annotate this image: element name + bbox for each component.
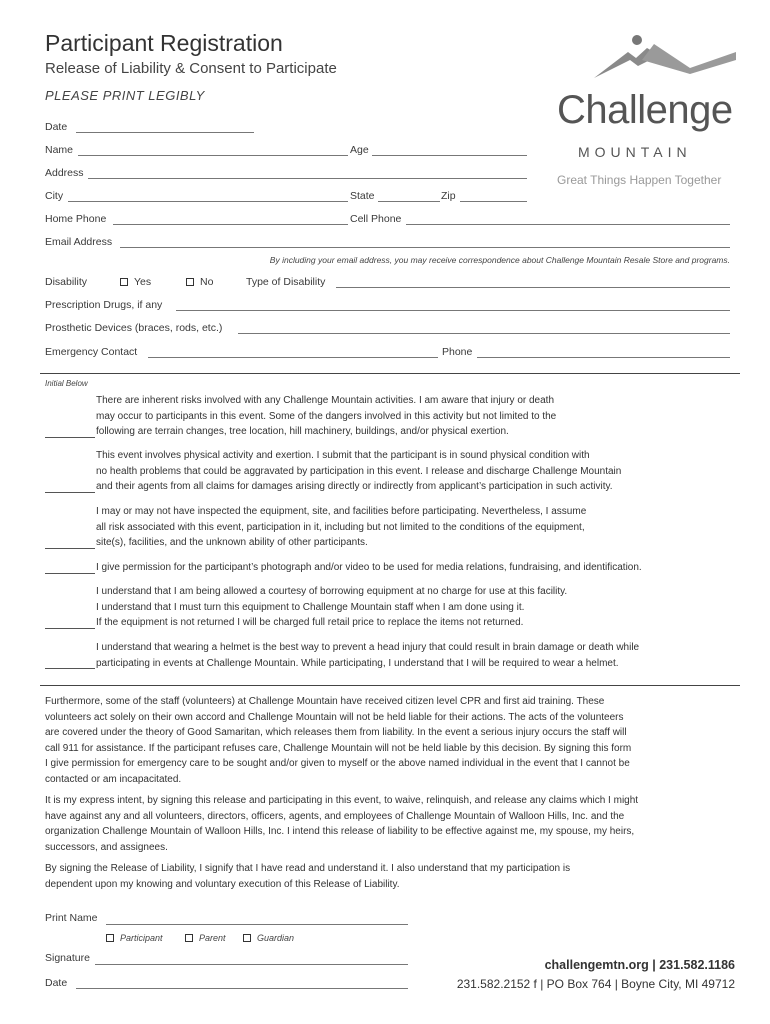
state-field[interactable] (378, 201, 440, 202)
age-label: Age (350, 144, 369, 156)
disability-label: Disability (45, 276, 88, 288)
city-field[interactable] (68, 201, 348, 202)
logo-wordmark: Challenge (557, 88, 733, 132)
address-label: Address (45, 167, 84, 179)
initial-field-4[interactable] (45, 573, 95, 574)
divider (40, 685, 740, 686)
zip-label: Zip (441, 190, 456, 202)
print-name-label: Print Name (45, 912, 98, 924)
initial-paragraph-4: I give permission for the participant’s photograph and/or video to be used for media relations, fundraising, and identification. (96, 562, 642, 573)
cell-phone-field[interactable] (406, 224, 730, 225)
initial-paragraph-2: This event involves physical activity and exertion. I submit that the participant is in sound physical condition with no health problems that could be aggravated by participation in this event. I release and discharge Challenge Mountain and their agents from all claims for damages arising directly or indirectly from applicant’s participation in such activity. (96, 450, 622, 492)
prescription-label: Prescription Drugs, if any (45, 299, 163, 311)
initial-paragraph-5: I understand that I am being allowed a courtesy of borrowing equipment at no charge for use at this facility. I understand that I must turn this equipment to Challenge Mountain staff when I am done using it. If the equipment is not returned I will be charged full retail price to replace the items not returned. (96, 586, 568, 628)
initial-paragraph-1: There are inherent risks involved with any Challenge Mountain activities. I am aware that injury or death may occur to participants in this event. Some of the dangers involved in this activity but not limited to the following are terrain changes, tree location, hill machinery, buildings, and/or physical exertion. (96, 395, 557, 437)
page-subtitle: Release of Liability & Consent to Participate (45, 60, 337, 77)
divider (40, 373, 740, 374)
initial-field-6[interactable] (45, 668, 95, 669)
city-label: City (45, 190, 64, 202)
initial-paragraph-3: I may or may not have inspected the equipment, site, and facilities before participating. Nevertheless, I assume all risk associated with this event, participation in it, including but not limited to the conditions of the equipment, site(s), facilities, and the unknown ability of other participants. (96, 506, 587, 548)
signature-label: Signature (45, 952, 90, 964)
name-label: Name (45, 144, 74, 156)
initial-below-label: Initial Below (45, 379, 88, 388)
no-label: No (200, 276, 214, 288)
initial-field-3[interactable] (45, 548, 95, 549)
cell-phone-label: Cell Phone (350, 213, 402, 225)
page-title: Participant Registration (45, 30, 283, 56)
emergency-phone-label: Phone (442, 346, 473, 358)
fax-address: 231.582.2152 f | PO Box 764 | Boyne City, MI 49712 (456, 977, 735, 991)
print-name-field[interactable] (106, 924, 408, 925)
emergency-phone-field[interactable] (477, 357, 730, 358)
home-phone-label: Home Phone (45, 213, 107, 225)
parent-checkbox[interactable] (185, 934, 193, 942)
address-field[interactable] (88, 178, 527, 179)
email-note: By including your email address, you may receive correspondence about Challenge Mountain Resale Store and programs. (269, 255, 730, 265)
date-label: Date (45, 121, 68, 133)
emergency-label: Emergency Contact (45, 346, 138, 358)
prosthetic-field[interactable] (238, 333, 730, 334)
website-phone: challengemtn.org | 231.582.1186 (544, 958, 735, 972)
sign-date-label: Date (45, 977, 68, 989)
cpr-paragraph: Furthermore, some of the staff (volunteers) at Challenge Mountain have received citizen level CPR and first aid training. These volunteers act solely on their own accord and Challenge Mountain will not be held liable for their actions. The acts of the volunteers are covered under the theory of Good Samaritan, which releases them from liability. In the event a serious injury occurs the staff will call 911 for assistance. If the participant refuses care, Challenge Mountain will not be held liable by this decision. By signing this form I give permission for emergency care to be sought and/or given to myself or the above named individual in the event that I cannot be contacted or am incapacitated. (45, 696, 632, 785)
initial-paragraph-6: I understand that wearing a helmet is the best way to prevent a head injury that could result in brain damage or death while participating in events at Challenge Mountain. While participating, I understand that I will be required to wear a helmet. (96, 642, 640, 669)
initial-field-2[interactable] (45, 492, 95, 493)
type-disability-field[interactable] (336, 287, 730, 288)
name-field[interactable] (78, 155, 348, 156)
logo-subtitle: MOUNTAIN (578, 144, 692, 160)
signing-paragraph: By signing the Release of Liability, I signify that I have read and understand it. I also understand that my participation is dependent upon my knowing and voluntary execution of this Release of Liability. (45, 863, 571, 890)
guardian-label: Guardian (257, 933, 295, 943)
zip-field[interactable] (460, 201, 527, 202)
yes-label: Yes (134, 276, 152, 288)
participant-label: Participant (120, 933, 163, 943)
initial-field-5[interactable] (45, 628, 95, 629)
intent-paragraph: It is my express intent, by signing this release and participating in this event, to waive, relinquish, and release any claims which I might have against any and all volunteers, directors, officers, agents, and employees of Challenge Mountain of Walloon Hills, Inc. and the organization Challenge Mountain of Walloon Hills, Inc. I intend this release of liability to be effective against me, my spouse, my heirs, successors, and assignees. (45, 795, 639, 853)
home-phone-field[interactable] (113, 224, 348, 225)
emergency-field[interactable] (148, 357, 438, 358)
initial-field-1[interactable] (45, 437, 95, 438)
type-disability-label: Type of Disability (246, 276, 326, 288)
disability-no-option[interactable] (186, 276, 213, 288)
guardian-checkbox[interactable] (243, 934, 251, 942)
participant-checkbox[interactable] (106, 934, 114, 942)
parent-label: Parent (199, 933, 226, 943)
date-field[interactable] (76, 132, 254, 133)
participant-option[interactable] (106, 933, 163, 943)
print-instruction: PLEASE PRINT LEGIBLY (45, 88, 205, 103)
yes-checkbox[interactable] (120, 278, 128, 286)
parent-option[interactable] (185, 933, 226, 943)
age-field[interactable] (372, 155, 527, 156)
email-field[interactable] (120, 247, 730, 248)
mountain-logo-icon (590, 32, 740, 82)
email-label: Email Address (45, 236, 113, 248)
prescription-field[interactable] (176, 310, 730, 311)
prosthetic-label: Prosthetic Devices (braces, rods, etc.) (45, 322, 223, 334)
signature-field[interactable] (95, 964, 408, 965)
guardian-option[interactable] (243, 933, 294, 943)
disability-yes-option[interactable] (120, 276, 151, 288)
sign-date-field[interactable] (76, 988, 408, 989)
logo-tagline: Great Things Happen Together (557, 173, 722, 187)
state-label: State (350, 190, 375, 202)
no-checkbox[interactable] (186, 278, 194, 286)
